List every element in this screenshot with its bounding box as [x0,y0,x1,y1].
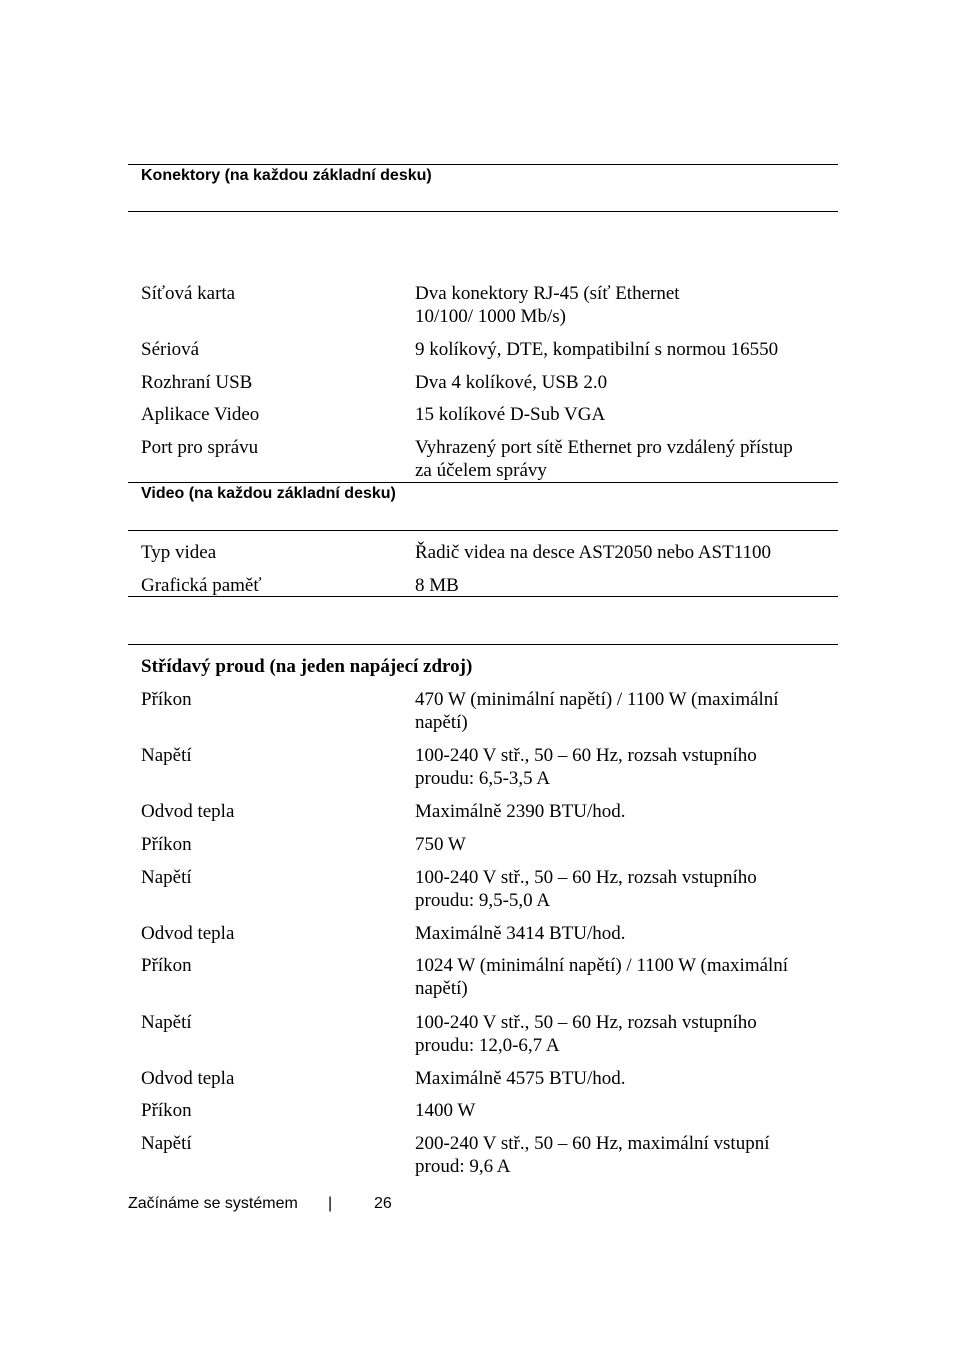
spec-label: Příkon [141,834,192,855]
section-title-connectors: Konektory (na každou základní desku) [141,167,432,184]
spec-value: Dva konektory RJ-45 (síť Ethernet 10/100/ 1000 Mb/s) [415,283,680,327]
spec-label: Grafická paměť [141,575,262,596]
rule-top-video [128,482,838,483]
spec-label: Odvod tepla [141,801,235,822]
spec-value: 1024 W (minimální napětí) / 1100 W (maximální napětí) [415,955,789,999]
spec-value: Maximálně 2390 BTU/hod. [415,801,626,822]
footer-chapter-title: Začínáme se systémem [128,1195,298,1212]
spec-label: Příkon [141,1100,192,1121]
rule-connectors-header-bottom [128,211,838,212]
spec-value: 100-240 V stř., 50 – 60 Hz, rozsah vstupního proudu: 6,5-3,5 A [415,745,757,789]
spec-label: Napětí [141,1012,192,1033]
spec-value: Dva 4 kolíkové, USB 2.0 [415,372,608,393]
spec-value: 100-240 V stř., 50 – 60 Hz, rozsah vstupního proudu: 9,5-5,0 A [415,867,757,911]
spec-label: Příkon [141,955,192,976]
spec-label: Napětí [141,1133,192,1154]
spec-label: Příkon [141,689,192,710]
rule-video-header-bottom [128,530,838,531]
spec-label: Odvod tepla [141,1068,235,1089]
spec-value: Maximálně 4575 BTU/hod. [415,1068,626,1089]
spec-label: Typ videa [141,542,217,563]
spec-label: Síťová karta [141,283,236,304]
rule-video-bottom [128,596,838,597]
spec-value: 750 W [415,834,466,855]
spec-label: Port pro správu [141,437,259,458]
spec-label: Napětí [141,867,192,888]
spec-value: 9 kolíkový, DTE, kompatibilní s normou 16550 [415,339,779,360]
spec-value: Maximálně 3414 BTU/hod. [415,923,626,944]
spec-value: Řadič videa na desce AST2050 nebo AST1100 [415,542,772,563]
spec-label: Rozhraní USB [141,372,253,393]
spec-value: 200-240 V stř., 50 – 60 Hz, maximální vstupní proud: 9,6 A [415,1133,770,1177]
footer-separator: | [328,1195,333,1212]
spec-label: Aplikace Video [141,404,260,425]
spec-value: 100-240 V stř., 50 – 60 Hz, rozsah vstupního proudu: 12,0-6,7 A [415,1012,757,1056]
spec-label: Odvod tepla [141,923,235,944]
section-title-video: Video (na každou základní desku) [141,485,396,502]
spec-value: 1400 W [415,1100,476,1121]
rule-top-connectors [128,164,838,165]
spec-value: 8 MB [415,575,459,596]
spec-value: 15 kolíkové D-Sub VGA [415,404,606,425]
rule-top-ac-power [128,644,838,645]
spec-value: 470 W (minimální napětí) / 1100 W (maximální napětí) [415,689,779,733]
section-title-ac-power: Střídavý proud (na jeden napájecí zdroj) [141,656,473,677]
spec-value: Vyhrazený port sítě Ethernet pro vzdálený přístup za účelem správy [415,437,793,481]
page-number: 26 [374,1195,392,1212]
spec-label: Napětí [141,745,192,766]
spec-label: Sériová [141,339,200,360]
